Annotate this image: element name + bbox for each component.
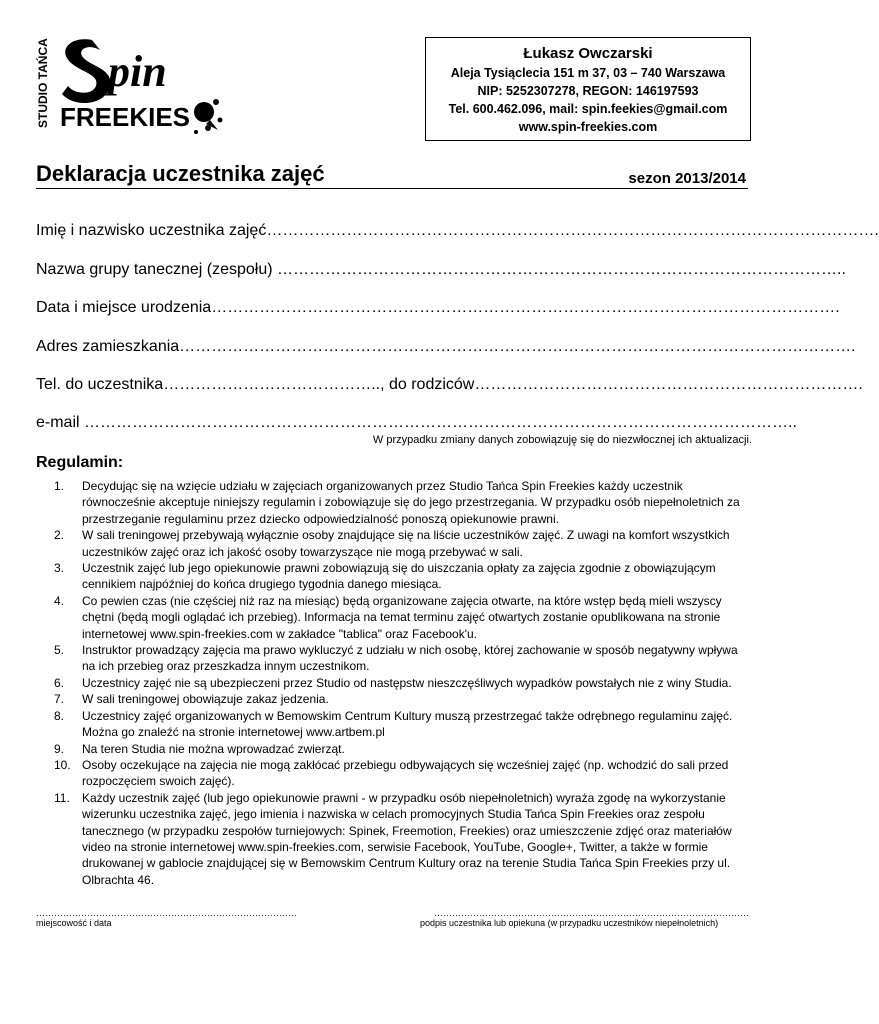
title-row bbox=[36, 158, 748, 189]
signature-participant[interactable] bbox=[420, 908, 749, 928]
field-label: Tel. do uczestnika bbox=[36, 376, 164, 393]
field-label: Nazwa grupy tanecznej (zespołu) bbox=[36, 261, 278, 278]
rules-list bbox=[36, 478, 751, 888]
field-dots: …………………………………………………………………………………………………………………….. bbox=[84, 414, 797, 431]
list-item: 4. Co pewien czas (nie częściej niż raz na miesiąc) będą organizowane zajęcia otwarte, na które wstęp będą mieli wszyscy chętni (będą mogli oglądać ich przebieg). Informacja na temat terminu zajęć otwartych zostanie opublikowana na stronie internetowej www.spin-freekies.com w zakładce "tablica" oraz Facebook'u. bbox=[54, 593, 722, 641]
field-participant-name[interactable] bbox=[36, 222, 879, 240]
list-item: 1. Decydując się na wzięcie udziału w zajęciach organizowanych przez Studio Tańca Spin Freekies każdy uczestnik równocześnie akceptuje niniejszy regulamin i zobowiązuje się do jego przestrzegania. W przypadku osób niepełnoletnich za przestrzeganie regulaminu przez dziecko odpowiedzialność ponoszą opiekunowie prawni. bbox=[54, 479, 740, 526]
field-group-name[interactable] bbox=[36, 261, 846, 279]
field-label-parents: , do rodziców bbox=[380, 376, 475, 393]
update-note: W przypadku zmiany danych zobowiązuję się do niezwłocznej ich aktualizacji. bbox=[372, 434, 752, 446]
spin-freekies-logo-icon bbox=[30, 28, 230, 148]
contact-address: Aleja Tysiąclecia 151 m 37, 03 – 740 Warszawa bbox=[450, 66, 726, 80]
field-dots: ………………………………….. bbox=[163, 376, 381, 393]
logo-sub-text: FREEKIES bbox=[60, 102, 191, 132]
contact-ids: NIP: 5252307278, REGON: 146197593 bbox=[477, 84, 699, 98]
field-dots: ………………………………………………………………………………………………………………. bbox=[179, 338, 856, 355]
list-item: 11. Każdy uczestnik zajęć (lub jego opiekunowie prawni - w przypadku osób niepełnoletnich) wyraża zgodę na wykorzystanie wizerunku uczestnika zajęć, jego imienia i nazwiska w celach promocyjnych Studia Tańca Spin Freekies oraz zespołu tanecznego (w przypadku zespołów turniejowych: Spinek, Freemotion, Freekies) oraz umieszczenie zdjęć oraz materiałów video na stronie internetowej www.spin-freekies.com, serwisie Facebook, YouTube, Google+, Twitter, a także w formie drukowanej w gablocie znajdującej się w Bemowskim Centrum Kultury oraz na terenie Studia Tańca Spin Freekies przy ul. Olbrachta 46. bbox=[54, 790, 732, 887]
list-item: 2. W sali treningowej przebywają wyłącznie osoby znajdujące się na liście uczestników zajęć. Z uwagi na komfort wszystkich uczestników zajęć oraz ich jakość osoby towarzyszące nie mogą przebywać w sali. bbox=[54, 528, 730, 559]
field-label: Adres zamieszkania bbox=[36, 338, 180, 355]
field-dots: ………………………………………………………………………………………………………. bbox=[211, 299, 840, 316]
field-label: Imię i nazwisko uczestnika zajęć bbox=[36, 222, 267, 239]
list-item: 6. Uczestnicy zajęć nie są ubezpieczeni przez Studio od następstw nieszczęśliwych wypadków powstałych nie z winy Studia. bbox=[54, 675, 732, 690]
list-item: 8. Uczestnicy zajęć organizowanych w Bemowskim Centrum Kultury muszą przestrzegać także odrębnego regulaminu zajęć. Można go znaleźć na stronie internetowej www.artbem.pl bbox=[54, 708, 733, 740]
field-dots: ………………………………………………………………. bbox=[474, 376, 863, 393]
field-phone[interactable] bbox=[36, 376, 863, 394]
field-dots: ……………………………………………………………………………………………………. bbox=[266, 222, 879, 239]
list-item: 10. Osoby oczekujące na zajęcia nie mogą zakłócać przebiegu odbywających się wcześniej zajęć (np. wchodzić do sali przed rozpoczęciem swoich zajęć). bbox=[54, 757, 729, 789]
contact-phone-mail: Tel. 600.462.096, mail: spin.feekies@gmail.com bbox=[448, 102, 728, 116]
logo-top-text: STUDIO TAŃCA bbox=[36, 38, 50, 128]
contact-box bbox=[425, 37, 751, 141]
page-title: Deklaracja uczestnika zajęć bbox=[36, 161, 325, 186]
field-address[interactable] bbox=[36, 338, 856, 356]
contact-name: Łukasz Owczarski bbox=[523, 45, 653, 62]
field-label: e-mail bbox=[36, 414, 85, 431]
list-item: 7. W sali treningowej obowiązuje zakaz jedzenia. bbox=[54, 692, 329, 707]
studio-logo bbox=[30, 28, 230, 148]
field-birth[interactable] bbox=[36, 299, 840, 317]
signature-place-date[interactable] bbox=[36, 908, 297, 928]
list-item: 5. Instruktor prowadzący zajęcia ma prawo wykluczyć z udziału w nich osobę, której zachowanie w sposób negatywny wpływa na ich przebieg oraz przeszkadza innym uczestnikom. bbox=[54, 643, 738, 674]
list-item: 3. Uczestnik zajęć lub jego opiekunowie prawni zobowiązują się do uiszczania opłaty za zajęcia zgodnie z obowiązującym cennikiem najpóźniej do końca drugiego tygodnia danego miesiąca. bbox=[54, 561, 716, 592]
signature-dots: …………………………………………………………………………… bbox=[36, 908, 297, 918]
logo-main-text: pin bbox=[108, 47, 167, 96]
contact-website: www.spin-freekies.com bbox=[518, 120, 658, 134]
signature-label: podpis uczestnika lub opiekuna (w przypadku uczestników niepełnoletnich) bbox=[420, 918, 719, 928]
field-dots: …………………………………………………………………………………………….. bbox=[277, 261, 846, 278]
signature-dots: …………………………………………………………………………………………… bbox=[434, 908, 749, 918]
field-email[interactable] bbox=[36, 414, 797, 432]
signature-label: miejscowość i data bbox=[36, 918, 112, 928]
season-label: sezon 2013/2014 bbox=[628, 170, 746, 187]
list-item: 9. Na teren Studia nie można wprowadzać zwierząt. bbox=[54, 741, 345, 756]
rules-title: Regulamin: bbox=[36, 454, 124, 471]
field-label: Data i miejsce urodzenia bbox=[36, 299, 212, 316]
